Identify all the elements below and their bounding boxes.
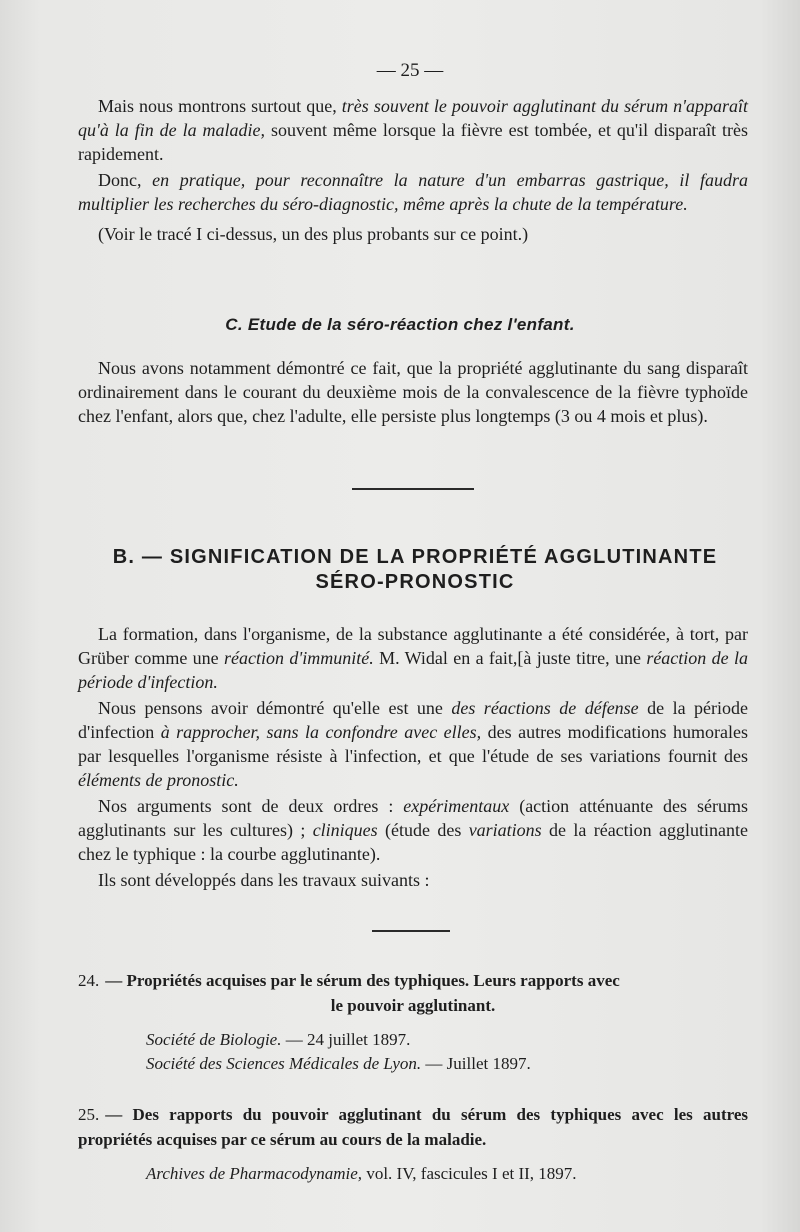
item-title-text: — Des rapports du pouvoir agglutinant du sérum des typhiques avec les autres propriétés acquises par ce sérum au cours de la maladie. (78, 1105, 748, 1149)
text-run: Mais nous montrons surtout que, (98, 96, 342, 116)
citation (146, 1162, 748, 1186)
paragraph (78, 794, 748, 866)
paragraph: Ils sont développés dans les travaux suivants : (98, 870, 430, 890)
text-run: de la période d'infection (78, 698, 749, 742)
text-block-signification (78, 622, 748, 892)
heading-line: B. — SIGNIFICATION DE LA PROPRIÉTÉ AGGLUTINANTE (112, 546, 718, 568)
text-run: La formation, dans l'organisme, de la substance agglutinante a été considérée, à tort, par Grüber comme une (78, 624, 748, 668)
citation-date: — Juillet 1897. (421, 1054, 531, 1073)
text-run: (étude des (377, 820, 469, 840)
paragraph: Nous avons notamment démontré ce fait, que la propriété agglutinante du sang disparaît ordinairement dans le courant du deuxième mois de la convalescence de la fièvre typhoïde chez l'enfant, alors que, chez l'adulte, elle persiste plus longtemps (3 ou 4 mois et plus). (78, 358, 748, 426)
heading-line: SÉRO-PRONOSTIC (315, 571, 515, 593)
citation (146, 1052, 748, 1076)
text-block-enfant (78, 356, 748, 428)
citation-source: Archives de Pharmacodynamie, (146, 1164, 363, 1183)
emphasis-text: en pratique, pour reconnaître la nature d'un embarras gastrique, il faudra multiplier les recherches du séro-diagnostic, même après la chute de la température. (78, 170, 748, 214)
bibliography-item-25 (78, 1102, 748, 1186)
text-run: Nos arguments sont de deux ordres : (98, 796, 404, 816)
section-heading-c: C. Etude de la séro-réaction chez l'enfant. (225, 315, 575, 334)
citation-date: vol. IV, fascicules I et II, 1897. (362, 1164, 577, 1183)
item-number: 25. (78, 1105, 100, 1124)
item-title (78, 1102, 748, 1152)
emphasis-text: réaction d'immunité. (224, 648, 374, 668)
text-run: Nous pensons avoir démontré qu'elle est une (98, 698, 452, 718)
emphasis-text: réaction de la période d'infection. (78, 648, 749, 692)
citation-source: Société de Biologie. (146, 1030, 282, 1049)
emphasis-text: variations (468, 820, 542, 840)
item-title-text: le pouvoir agglutinant. (330, 996, 496, 1015)
paragraph (78, 94, 748, 166)
emphasis-text: très souvent le pouvoir agglutinant du sérum n'apparaît qu'à la fin de la maladie, (78, 96, 749, 140)
text-run: des autres modifications humorales par lesquelles l'organisme résiste à l'infection, et que l'étude de ses variations fournit des (78, 722, 749, 766)
citation-source: Société des Sciences Médicales de Lyon. (146, 1054, 422, 1073)
text-run: (action atténuante des sérums agglutinants sur les cultures) ; (78, 796, 748, 840)
item-title-text: — Propriétés acquises par le sérum des typhiques. Leurs rapports avec (105, 971, 620, 990)
section-heading-b (60, 545, 770, 595)
text-run: souvent même lorsque la fièvre est tombée, et qu'il disparaît très rapidement. (78, 120, 748, 164)
emphasis-text: cliniques (312, 820, 378, 840)
bibliography-item-24 (78, 968, 748, 1076)
paragraph (78, 622, 748, 694)
item-number: 24. (78, 971, 100, 990)
paragraph (78, 696, 748, 792)
page-number: — 25 — (376, 60, 444, 81)
separator-rule (352, 488, 474, 490)
emphasis-text: expérimentaux (403, 796, 510, 816)
paragraph: (Voir le tracé I ci-dessus, un des plus probants sur ce point.) (98, 224, 529, 244)
citation (146, 1028, 748, 1052)
text-run: Donc, (98, 170, 153, 190)
item-title (78, 968, 748, 1018)
emphasis-text: à rapprocher, sans la confondre avec elles, (160, 722, 482, 742)
citation-date: — 24 juillet 1897. (281, 1030, 411, 1049)
separator-rule (372, 930, 450, 932)
text-run: M. Widal en a fait,[à juste titre, une (373, 648, 647, 668)
emphasis-text: des réactions de défense (451, 698, 639, 718)
text-block-embarras (78, 94, 748, 246)
paragraph (78, 168, 748, 216)
emphasis-text: éléments de pronostic. (78, 770, 239, 790)
text-run: de la réaction agglutinante chez le typhique : la courbe agglutinante). (78, 820, 748, 864)
